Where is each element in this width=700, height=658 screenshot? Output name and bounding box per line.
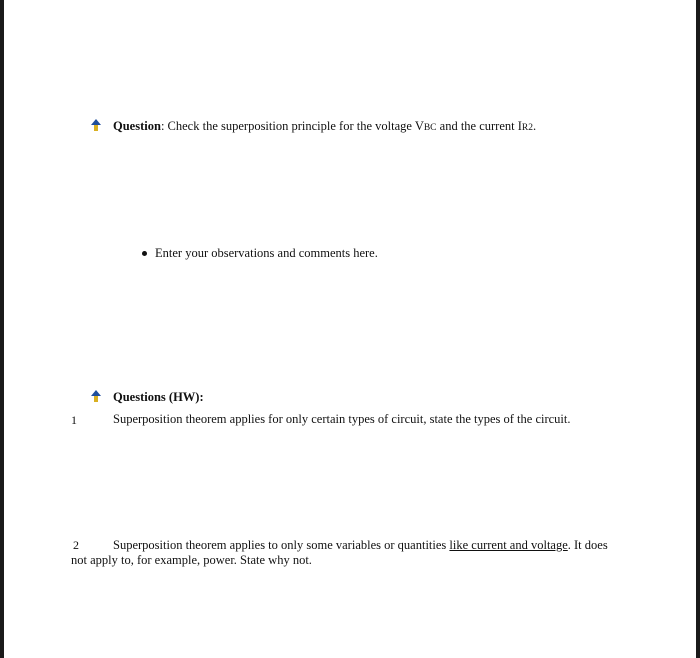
hw-item-2-number: 2 — [73, 538, 79, 552]
vbc-subscript: BC — [423, 123, 437, 133]
question-text-end: . — [533, 119, 537, 133]
hw-item-2-text-start: Superposition theorem applies to only some variables or quantities — [113, 538, 450, 552]
bullet-dot-icon — [142, 251, 147, 256]
question-text-prefix: : Check the superposition principle for the voltage V — [160, 119, 424, 133]
hw-item-2-underlined-text: like current and voltage — [449, 538, 568, 552]
observations-placeholder: Enter your observations and comments here. — [155, 246, 378, 260]
hw-item-2-line-2: not apply to, for example, power. State why not. — [71, 553, 312, 567]
left-frame-border — [0, 0, 4, 658]
question-text-mid: and the current I — [436, 119, 522, 133]
hw-item-2-text-after: . It does — [567, 538, 608, 552]
question-superposition — [113, 119, 536, 136]
arrow-bullet-icon — [89, 389, 103, 403]
hw-heading: Questions (HW): — [113, 390, 204, 404]
hw-item-1-number: 1 — [71, 413, 77, 427]
hw-item-1-text: Superposition theorem applies for only certain types of circuit, state the types of the circuit. — [113, 412, 571, 426]
hw-item-2-line-1 — [113, 538, 608, 553]
ir2-subscript: R2 — [521, 123, 534, 133]
arrow-bullet-icon — [89, 118, 103, 132]
right-frame-border — [696, 0, 700, 658]
question-label: Question — [113, 119, 161, 133]
